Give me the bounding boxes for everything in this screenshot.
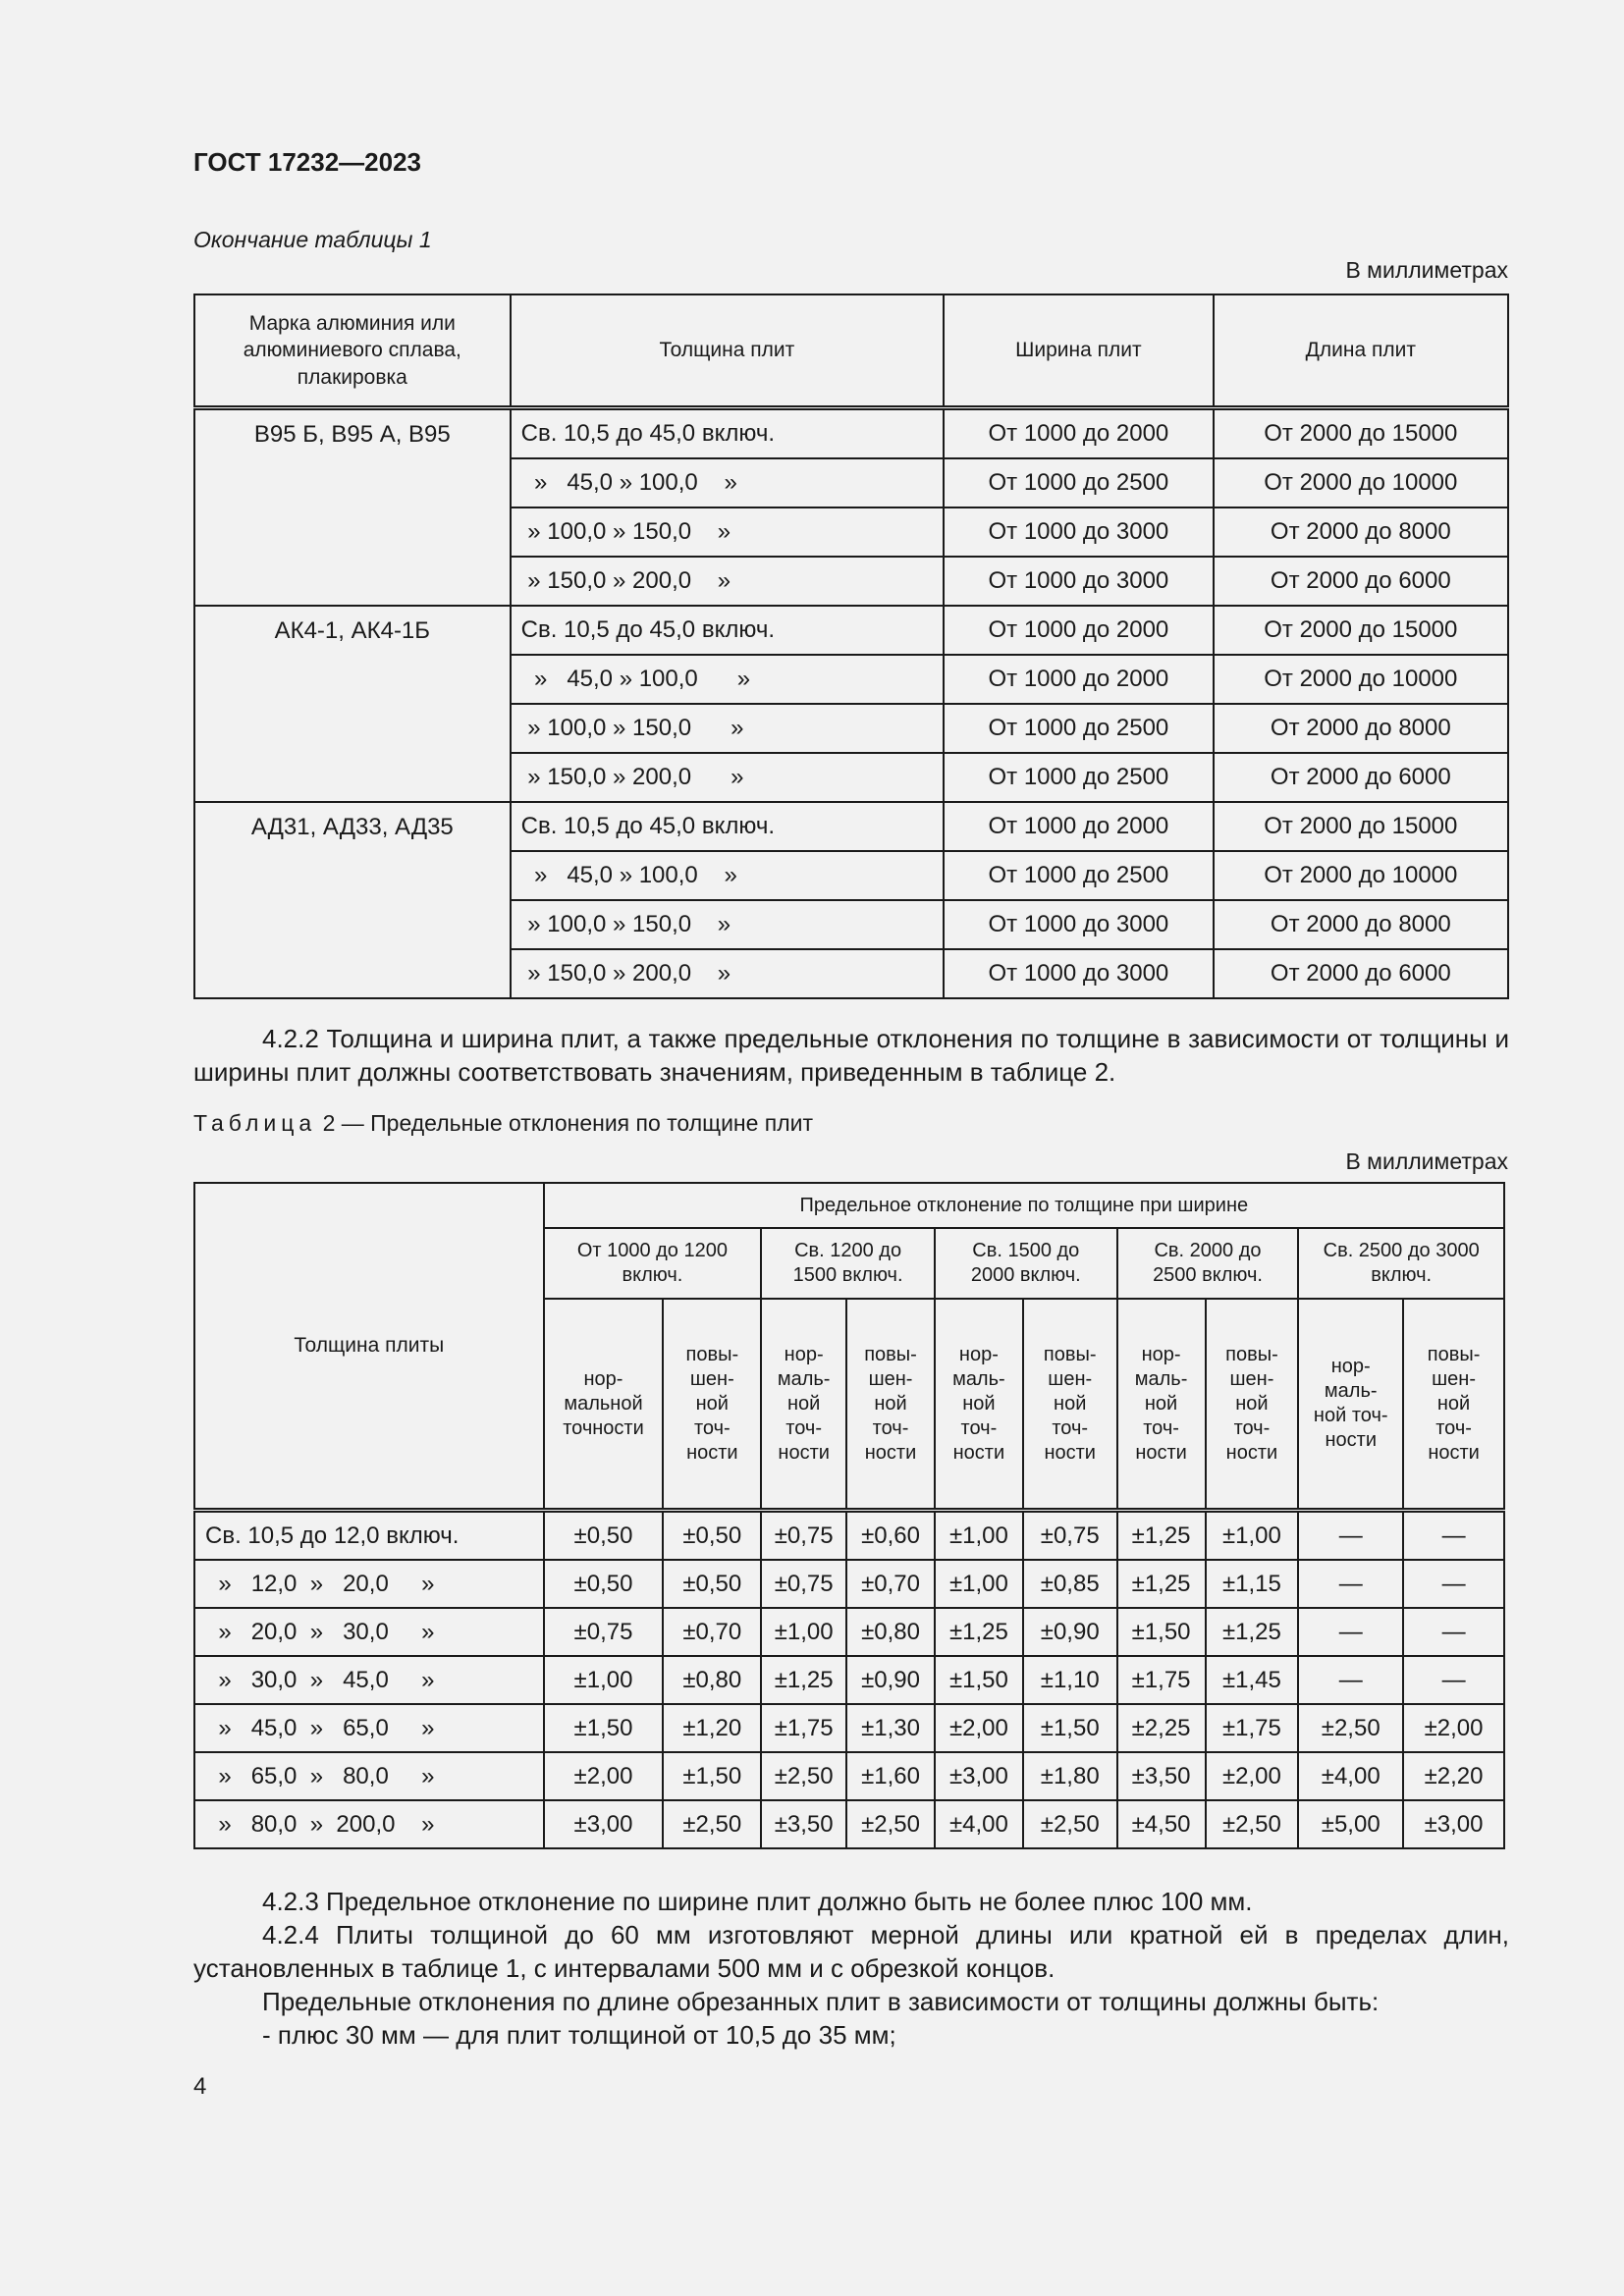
deviation-cell: — [1298,1511,1403,1561]
thickness-cell: » 30,0 » 45,0 » [194,1656,544,1704]
thickness-cell: » 12,0 » 20,0 » [194,1560,544,1608]
deviation-cell: ±3,50 [1117,1752,1206,1800]
deviation-cell: ±0,50 [663,1511,761,1561]
table2-units: В миллиметрах [1345,1148,1508,1174]
thickness-cell: » 45,0 » 100,0 » [511,458,945,507]
table2 [193,1182,1505,1849]
deviation-cell: ±1,25 [1117,1511,1206,1561]
width-cell: От 1000 до 2500 [944,704,1213,753]
deviation-cell: ±0,70 [663,1608,761,1656]
header-accuracy: нор- маль- ной точ- ности [1117,1299,1206,1511]
thickness-cell: Св. 10,5 до 45,0 включ. [511,802,945,851]
header-width: Ширина плит [944,294,1213,408]
table1-row [194,408,1508,459]
thickness-cell: » 45,0 » 100,0 » [511,655,945,704]
table1 [193,294,1509,999]
list-item-1: - плюс 30 мм — для плит толщиной от 10,5 до 35 мм; [262,2020,896,2050]
deviation-cell: ±0,90 [1023,1608,1117,1656]
header-thickness: Толщина плит [511,294,945,408]
header-accuracy: повы- шен- ной точ- ности [1023,1299,1117,1511]
deviation-cell: ±1,50 [1023,1704,1117,1752]
deviation-cell: ±1,75 [761,1704,846,1752]
deviation-cell: ±2,00 [1206,1752,1299,1800]
header-accuracy: нор- маль- ной точ- ности [1298,1299,1403,1511]
thickness-cell: » 150,0 » 200,0 » [511,949,945,998]
grade-cell: АД31, АД33, АД35 [194,802,511,998]
deviation-cell: ±4,00 [1298,1752,1403,1800]
thickness-cell: » 150,0 » 200,0 » [511,557,945,606]
deviation-cell: ±3,50 [761,1800,846,1848]
deviation-cell: ±1,10 [1023,1656,1117,1704]
deviation-cell: ±2,50 [663,1800,761,1848]
length-cell: От 2000 до 10000 [1214,655,1508,704]
thickness-cell: » 45,0 » 100,0 » [511,851,945,900]
table2-row [194,1704,1504,1752]
width-cell: От 1000 до 2000 [944,655,1213,704]
width-cell: От 1000 до 3000 [944,949,1213,998]
deviation-cell: ±1,75 [1117,1656,1206,1704]
thickness-cell: » 20,0 » 30,0 » [194,1608,544,1656]
deviation-cell: — [1403,1656,1504,1704]
deviation-cell: ±1,00 [544,1656,664,1704]
deviation-cell: ±4,50 [1117,1800,1206,1848]
paragraph-4-2-4: 4.2.4 Плиты толщиной до 60 мм изготовляют мерной длины или кратной ей в пределах длин, установленных в таблице 1, с интервалами 500 мм и с обрезкой концов. [193,1920,1509,1983]
deviation-cell: ±1,25 [1117,1560,1206,1608]
deviation-cell: ±0,50 [544,1511,664,1561]
length-cell: От 2000 до 15000 [1214,606,1508,655]
deviation-cell: ±4,00 [935,1800,1023,1848]
deviation-cell: ±1,25 [1206,1608,1299,1656]
deviation-cell: ±1,25 [761,1656,846,1704]
deviation-cell: ±1,50 [663,1752,761,1800]
deviation-cell: ±0,80 [663,1656,761,1704]
length-cell: От 2000 до 8000 [1214,900,1508,949]
table2-caption-title: 2 — Предельные отклонения по толщине плит [322,1110,814,1136]
deviation-cell: ±1,00 [935,1511,1023,1561]
deviation-cell: — [1403,1608,1504,1656]
deviation-cell: ±1,50 [935,1656,1023,1704]
deviation-cell: ±1,60 [846,1752,935,1800]
width-cell: От 1000 до 3000 [944,557,1213,606]
thickness-cell: Св. 10,5 до 45,0 включ. [511,408,945,459]
width-cell: От 1000 до 2500 [944,753,1213,802]
deviation-cell: ±0,60 [846,1511,935,1561]
header-accuracy: повы- шен- ной точ- ности [1206,1299,1299,1511]
width-cell: От 1000 до 3000 [944,900,1213,949]
header-accuracy: нор- маль- ной точ- ности [935,1299,1023,1511]
header-width-range: Св. 2500 до 3000 включ. [1298,1228,1504,1299]
table2-row [194,1752,1504,1800]
header-width-range: От 1000 до 1200 включ. [544,1228,762,1299]
deviation-cell: ±1,20 [663,1704,761,1752]
deviation-cell: ±0,70 [846,1560,935,1608]
table1-row [194,606,1508,655]
table2-row [194,1608,1504,1656]
deviation-cell: ±2,00 [544,1752,664,1800]
paragraph-4-2-2: 4.2.2 Толщина и ширина плит, а также предельные отклонения по толщине в зависимости от толщины и ширины плит должны соответствовать значениям, приведенным в таблице 2. [193,1024,1509,1087]
deviation-cell: ±0,75 [761,1560,846,1608]
header-accuracy: нор- мальной точности [544,1299,664,1511]
table2-caption-word: Таблица [193,1110,317,1136]
deviation-cell: ±2,50 [1206,1800,1299,1848]
table1-row [194,802,1508,851]
deviation-cell: ±1,80 [1023,1752,1117,1800]
deviation-cell: ±1,00 [935,1560,1023,1608]
document-title: ГОСТ 17232—2023 [193,147,421,177]
header-length: Длина плит [1214,294,1508,408]
length-cell: От 2000 до 10000 [1214,458,1508,507]
header-width-range: Св. 2000 до 2500 включ. [1117,1228,1299,1299]
deviation-cell: ±1,00 [1206,1511,1299,1561]
deviation-cell: ±3,00 [935,1752,1023,1800]
deviation-cell: ±0,75 [1023,1511,1117,1561]
header-accuracy: повы- шен- ной точ- ности [663,1299,761,1511]
deviation-cell: ±0,75 [544,1608,664,1656]
grade-cell: АК4-1, АК4-1Б [194,606,511,802]
deviation-cell: — [1403,1560,1504,1608]
table1-units: В миллиметрах [1345,257,1508,283]
deviation-cell: ±2,25 [1117,1704,1206,1752]
deviation-cell: — [1298,1656,1403,1704]
page-number: 4 [193,2073,207,2100]
header-deviation-group: Предельное отклонение по толщине при ширине [544,1183,1504,1228]
deviation-cell: ±5,00 [1298,1800,1403,1848]
thickness-cell: » 150,0 » 200,0 » [511,753,945,802]
deviation-cell: ±3,00 [544,1800,664,1848]
deviation-cell: ±0,90 [846,1656,935,1704]
deviation-cell: ±1,50 [544,1704,664,1752]
header-thickness: Толщина плиты [194,1183,544,1511]
table2-row [194,1656,1504,1704]
width-cell: От 1000 до 2000 [944,606,1213,655]
thickness-cell: Св. 10,5 до 45,0 включ. [511,606,945,655]
length-cell: От 2000 до 6000 [1214,753,1508,802]
width-cell: От 1000 до 2000 [944,408,1213,459]
table1-header-row [194,294,1508,408]
deviation-cell: ±2,50 [846,1800,935,1848]
deviation-cell: ±2,00 [1403,1704,1504,1752]
length-cell: От 2000 до 10000 [1214,851,1508,900]
deviation-cell: ±0,80 [846,1608,935,1656]
length-cell: От 2000 до 15000 [1214,408,1508,459]
thickness-cell: Св. 10,5 до 12,0 включ. [194,1511,544,1561]
header-accuracy: повы- шен- ной точ- ности [1403,1299,1504,1511]
thickness-cell: » 80,0 » 200,0 » [194,1800,544,1848]
deviation-cell: ±0,50 [663,1560,761,1608]
deviation-cell: ±2,50 [1298,1704,1403,1752]
length-cell: От 2000 до 8000 [1214,507,1508,557]
thickness-cell: » 100,0 » 150,0 » [511,704,945,753]
table2-header-row-1 [194,1183,1504,1228]
deviation-cell: ±0,50 [544,1560,664,1608]
header-width-range: Св. 1500 до 2000 включ. [935,1228,1117,1299]
deviation-cell: ±1,75 [1206,1704,1299,1752]
deviation-cell: ±1,30 [846,1704,935,1752]
deviation-cell: — [1298,1608,1403,1656]
table2-row [194,1560,1504,1608]
deviation-cell: — [1403,1511,1504,1561]
table1-caption: Окончание таблицы 1 [193,227,432,252]
thickness-cell: » 65,0 » 80,0 » [194,1752,544,1800]
deviation-cell: ±1,25 [935,1608,1023,1656]
table2-row [194,1511,1504,1561]
header-grade: Марка алюминия или алюминиевого сплава, плакировка [194,294,511,408]
table2-caption [193,1110,813,1137]
length-cell: От 2000 до 6000 [1214,557,1508,606]
length-cell: От 2000 до 15000 [1214,802,1508,851]
deviation-cell: ±0,75 [761,1511,846,1561]
deviation-cell: ±2,50 [1023,1800,1117,1848]
length-cell: От 2000 до 6000 [1214,949,1508,998]
deviation-cell: ±0,85 [1023,1560,1117,1608]
paragraph-4-2-3: 4.2.3 Предельное отклонение по ширине плит должно быть не более плюс 100 мм. [262,1887,1253,1916]
thickness-cell: » 45,0 » 65,0 » [194,1704,544,1752]
width-cell: От 1000 до 3000 [944,507,1213,557]
paragraph-length-limits: Предельные отклонения по длине обрезанных плит в зависимости от толщины должны быть: [262,1987,1380,2016]
table2-row [194,1800,1504,1848]
thickness-cell: » 100,0 » 150,0 » [511,900,945,949]
deviation-cell: — [1298,1560,1403,1608]
deviation-cell: ±2,00 [935,1704,1023,1752]
header-width-range: Св. 1200 до 1500 включ. [761,1228,935,1299]
header-accuracy: повы- шен- ной точ- ности [846,1299,935,1511]
thickness-cell: » 100,0 » 150,0 » [511,507,945,557]
width-cell: От 1000 до 2000 [944,802,1213,851]
deviation-cell: ±1,00 [761,1608,846,1656]
width-cell: От 1000 до 2500 [944,851,1213,900]
width-cell: От 1000 до 2500 [944,458,1213,507]
deviation-cell: ±1,15 [1206,1560,1299,1608]
deviation-cell: ±2,20 [1403,1752,1504,1800]
deviation-cell: ±1,50 [1117,1608,1206,1656]
length-cell: От 2000 до 8000 [1214,704,1508,753]
deviation-cell: ±2,50 [761,1752,846,1800]
header-accuracy: нор- маль- ной точ- ности [761,1299,846,1511]
deviation-cell: ±1,45 [1206,1656,1299,1704]
deviation-cell: ±3,00 [1403,1800,1504,1848]
grade-cell: В95 Б, В95 А, В95 [194,408,511,607]
